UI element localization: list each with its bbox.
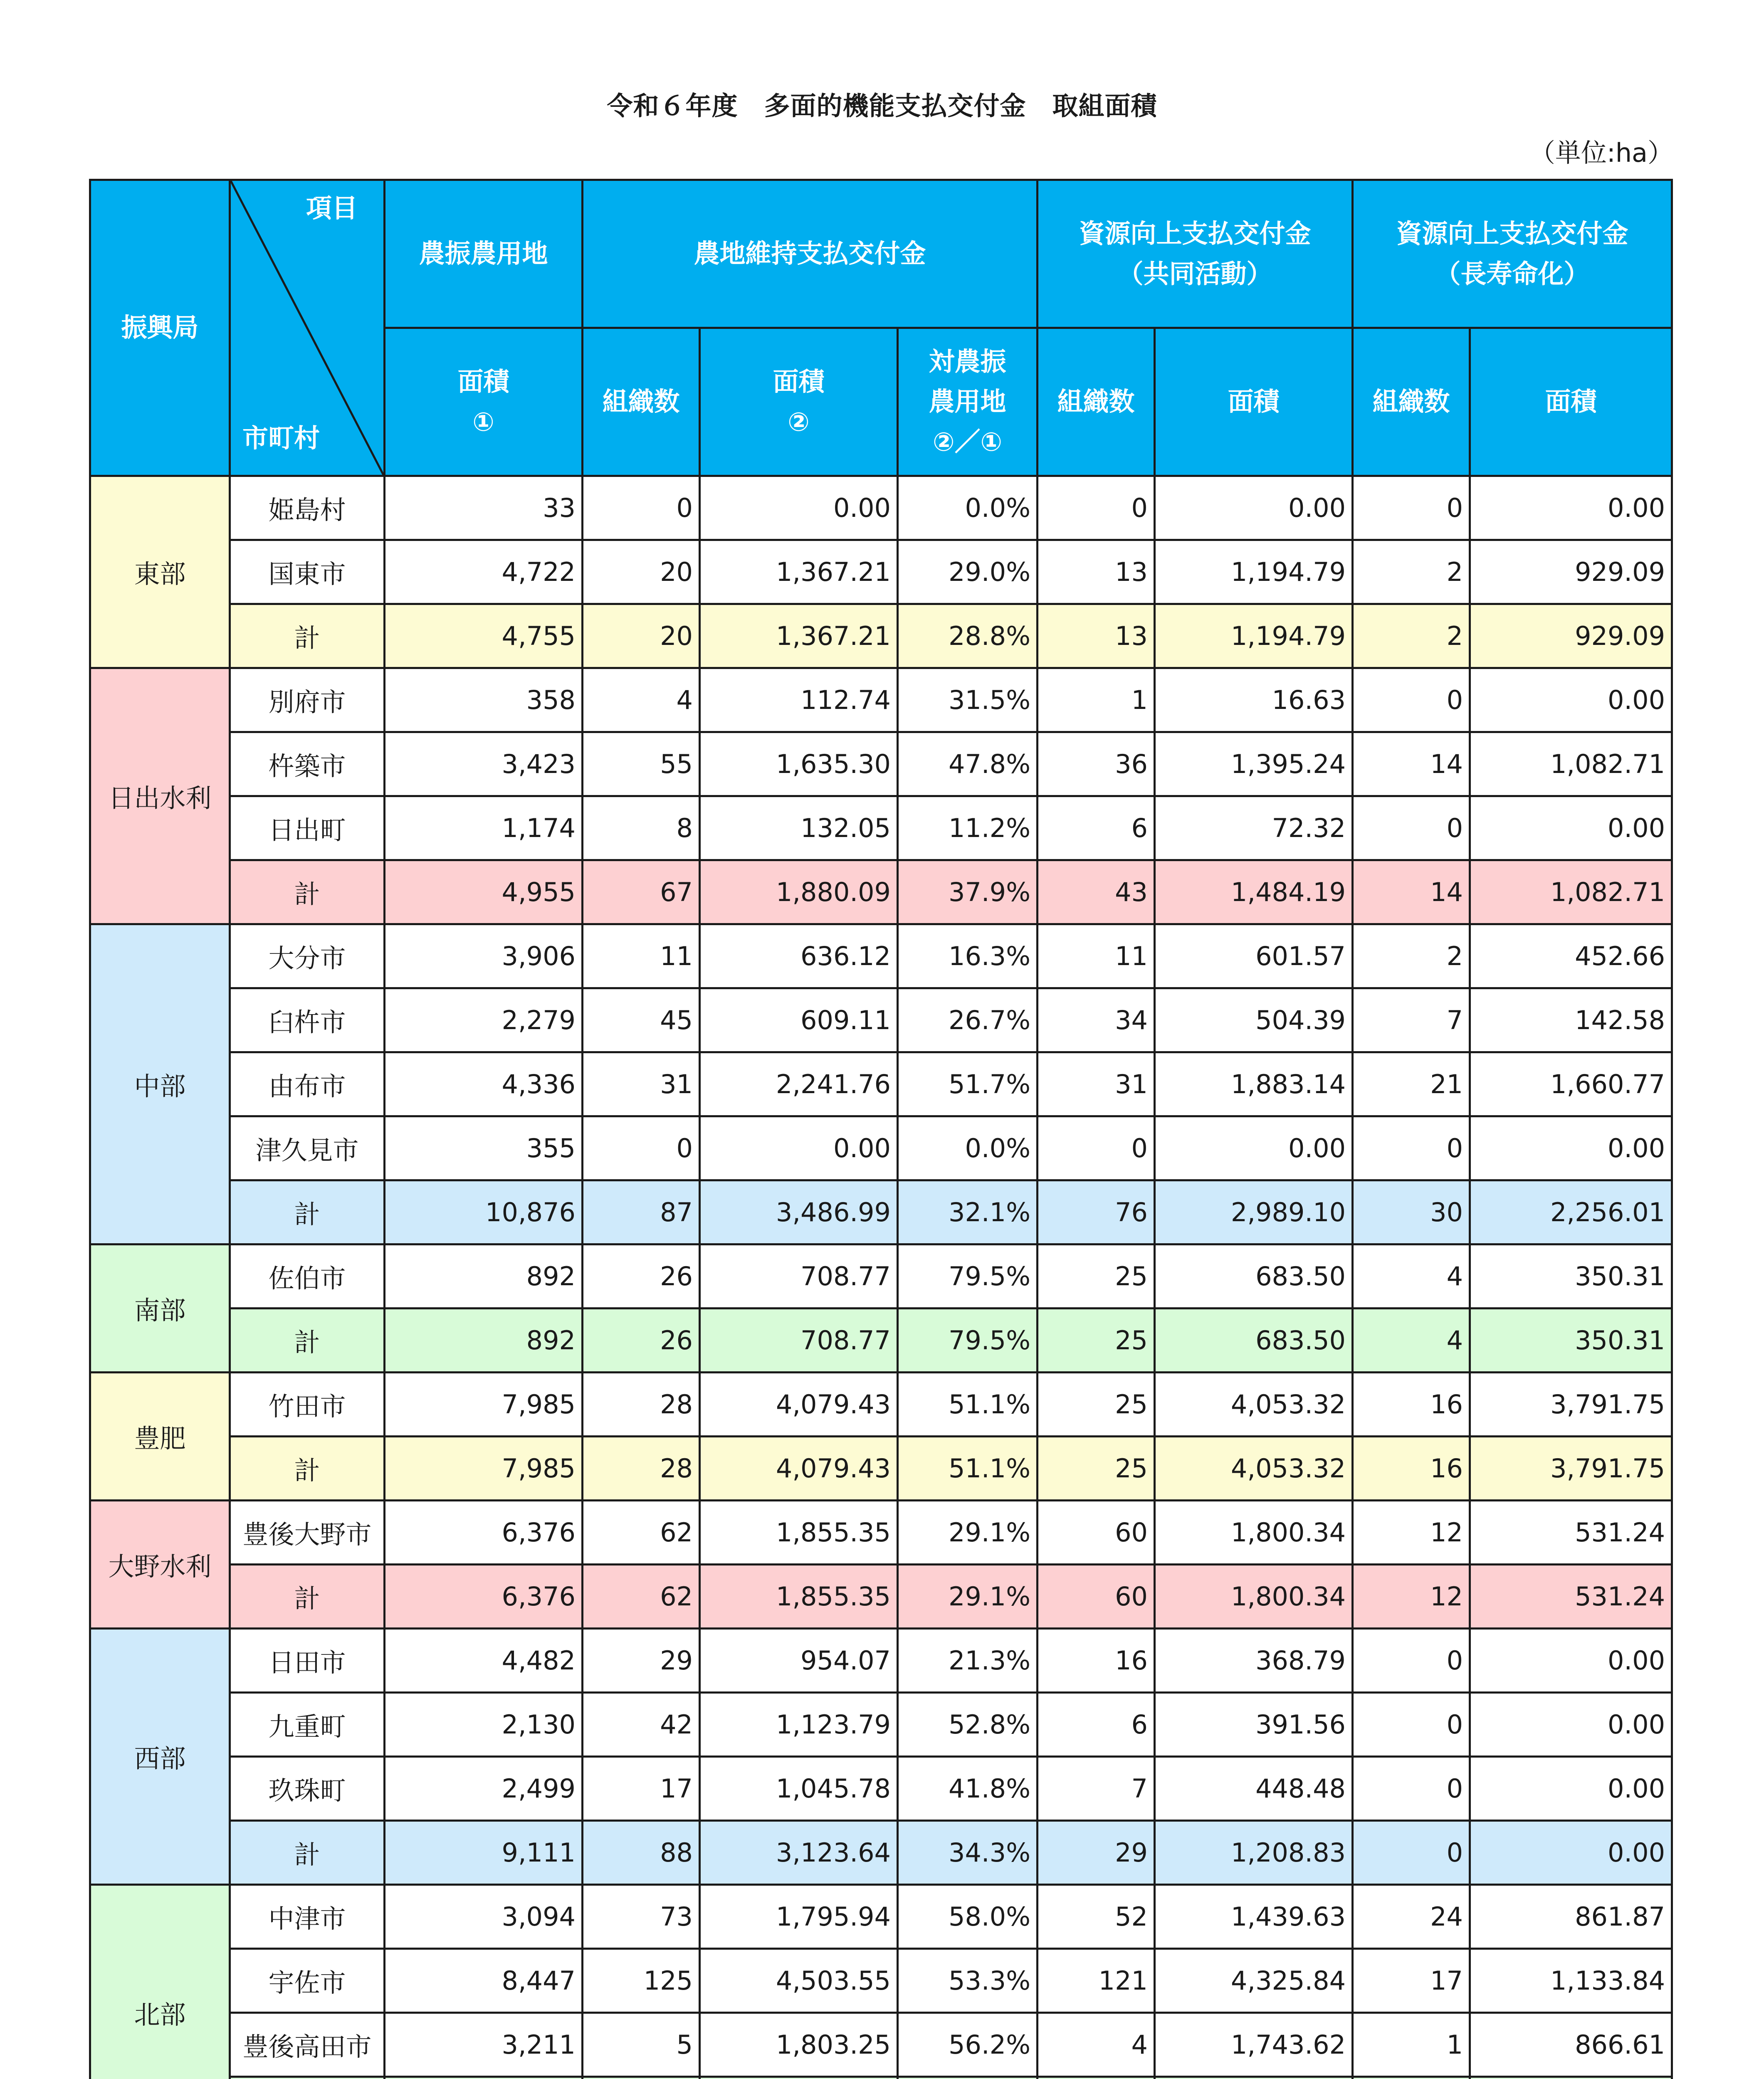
longevity-area-cell: 866.61 xyxy=(1470,2013,1672,2077)
municipality-cell: 津久見市 xyxy=(230,1116,385,1180)
header-area-2 xyxy=(700,328,898,476)
improve-area-cell: 368.79 xyxy=(1155,1629,1353,1693)
header-municipality: 市町村 xyxy=(242,422,320,453)
farmland-area-cell: 7,985 xyxy=(385,1373,583,1437)
improve-orgs-cell: 11 xyxy=(1038,924,1155,988)
longevity-area-cell: 0.00 xyxy=(1470,796,1672,860)
maintenance-area-cell: 112.74 xyxy=(700,668,898,732)
table-row xyxy=(90,1629,1672,1693)
farmland-area-cell: 892 xyxy=(385,1244,583,1309)
ratio-cell: 0.0% xyxy=(898,1116,1038,1180)
longevity-orgs-cell: 0 xyxy=(1353,1693,1470,1757)
header-improve xyxy=(1038,180,1353,328)
farmland-area-cell: 4,336 xyxy=(385,1052,583,1116)
longevity-orgs-cell: 16 xyxy=(1353,1373,1470,1437)
header-ratio-line1: 対農振 xyxy=(929,346,1006,377)
longevity-orgs-cell: 1 xyxy=(1353,2013,1470,2077)
longevity-orgs-cell: 7 xyxy=(1353,988,1470,1052)
ratio-cell: 28.8% xyxy=(898,604,1038,668)
longevity-orgs-cell: 30 xyxy=(1353,1180,1470,1244)
longevity-area-cell: 929.09 xyxy=(1470,540,1672,604)
longevity-orgs-cell: 24 xyxy=(1353,1885,1470,1949)
longevity-area-cell: 0.00 xyxy=(1470,1629,1672,1693)
header-improve-line2: （共同活動） xyxy=(1117,258,1272,289)
subtotal-label: 計 xyxy=(230,1565,385,1629)
ratio-cell: 51.1% xyxy=(898,1437,1038,1501)
ratio-cell: 29.0% xyxy=(898,540,1038,604)
table-row xyxy=(90,1052,1672,1116)
subtotal-row xyxy=(90,1821,1672,1885)
maintenance-orgs-cell: 62 xyxy=(583,1501,700,1565)
ratio-cell: 31.5% xyxy=(898,668,1038,732)
municipality-cell: 大分市 xyxy=(230,924,385,988)
improve-orgs-cell: 76 xyxy=(1038,1180,1155,1244)
subtotal-row xyxy=(90,1309,1672,1373)
farmland-area-cell: 10,876 xyxy=(385,1180,583,1244)
longevity-area-cell: 0.00 xyxy=(1470,668,1672,732)
improve-orgs-cell: 25 xyxy=(1038,1437,1155,1501)
page-title: 令和６年度 多面的機能支払交付金 取組面積 xyxy=(607,91,1157,121)
region-cell: 豊肥 xyxy=(90,1373,230,1501)
table-row xyxy=(90,1693,1672,1757)
region-cell: 南部 xyxy=(90,1244,230,1373)
maintenance-area-cell: 1,795.94 xyxy=(700,1885,898,1949)
maintenance-orgs-cell: 29 xyxy=(583,1629,700,1693)
municipality-cell: 姫島村 xyxy=(230,476,385,540)
table-row xyxy=(90,540,1672,604)
farmland-area-cell: 8,447 xyxy=(385,1949,583,2013)
improve-area-cell: 0.00 xyxy=(1155,1116,1353,1180)
improve-area-cell: 683.50 xyxy=(1155,1309,1353,1373)
longevity-orgs-cell: 0 xyxy=(1353,1116,1470,1180)
longevity-area-cell: 0.00 xyxy=(1470,1757,1672,1821)
longevity-area-cell: 452.66 xyxy=(1470,924,1672,988)
improve-area-cell: 1,800.34 xyxy=(1155,1501,1353,1565)
maintenance-orgs-cell: 45 xyxy=(583,988,700,1052)
region-cell: 大野水利 xyxy=(90,1501,230,1629)
improve-area-cell: 1,743.62 xyxy=(1155,2013,1353,2077)
longevity-area-cell xyxy=(1470,2077,1672,2079)
header-longevity-line1: 資源向上支払交付金 xyxy=(1396,218,1628,249)
farmland-area-cell: 4,482 xyxy=(385,1629,583,1693)
farmland-area-cell: 4,955 xyxy=(385,860,583,924)
header-circle-2: ② xyxy=(788,406,810,437)
table-row xyxy=(90,1116,1672,1180)
farmland-area-cell: 4,755 xyxy=(385,604,583,668)
ratio-cell: 47.8% xyxy=(898,732,1038,796)
longevity-orgs-cell: 0 xyxy=(1353,668,1470,732)
header-orgs-maintenance: 組織数 xyxy=(583,328,700,476)
header-improve-line1: 資源向上支払交付金 xyxy=(1079,218,1311,249)
maintenance-orgs-cell: 28 xyxy=(583,1437,700,1501)
longevity-orgs-cell: 0 xyxy=(1353,1629,1470,1693)
maintenance-area-cell: 3,486.99 xyxy=(700,1180,898,1244)
municipality-cell: 玖珠町 xyxy=(230,1757,385,1821)
maintenance-area-cell: 1,123.79 xyxy=(700,1693,898,1757)
improve-orgs-cell: 0 xyxy=(1038,476,1155,540)
longevity-area-cell: 929.09 xyxy=(1470,604,1672,668)
longevity-area-cell: 142.58 xyxy=(1470,988,1672,1052)
longevity-orgs-cell: 2 xyxy=(1353,924,1470,988)
maintenance-orgs-cell: 4 xyxy=(583,668,700,732)
header-maintenance: 農地維持支払交付金 xyxy=(583,180,1038,328)
maintenance-orgs-cell: 87 xyxy=(583,1180,700,1244)
municipality-cell: 竹田市 xyxy=(230,1373,385,1437)
longevity-area-cell: 0.00 xyxy=(1470,1116,1672,1180)
subtotal-row xyxy=(90,860,1672,924)
longevity-area-cell: 1,082.71 xyxy=(1470,732,1672,796)
header-longevity xyxy=(1353,180,1672,328)
table-row xyxy=(90,924,1672,988)
municipality-cell: 豊後高田市 xyxy=(230,2013,385,2077)
ratio-cell: 52.8% xyxy=(898,1693,1038,1757)
longevity-orgs-cell: 0 xyxy=(1353,796,1470,860)
improve-area-cell: 72.32 xyxy=(1155,796,1353,860)
farmland-area-cell: 358 xyxy=(385,668,583,732)
ratio-cell: 37.9% xyxy=(898,860,1038,924)
longevity-orgs-cell: 12 xyxy=(1353,1565,1470,1629)
improve-area-cell: 504.39 xyxy=(1155,988,1353,1052)
municipality-cell: 杵築市 xyxy=(230,732,385,796)
farmland-area-cell: 33 xyxy=(385,476,583,540)
longevity-orgs-cell: 0 xyxy=(1353,476,1470,540)
ratio-cell: 16.3% xyxy=(898,924,1038,988)
subtotal-label: 計 xyxy=(230,1180,385,1244)
longevity-area-cell: 350.31 xyxy=(1470,1244,1672,1309)
maintenance-orgs-cell: 88 xyxy=(583,1821,700,1885)
subtotal-row xyxy=(90,1180,1672,1244)
ratio-cell: 79.5% xyxy=(898,1244,1038,1309)
maintenance-orgs-cell: 26 xyxy=(583,1244,700,1309)
ratio-cell: 56.2% xyxy=(898,2013,1038,2077)
header-area-label: 面積 xyxy=(773,366,825,397)
region-cell: 西部 xyxy=(90,1629,230,1885)
maintenance-area-cell xyxy=(700,2077,898,2079)
header-area-label: 面積 xyxy=(457,366,509,397)
longevity-orgs-cell: 2 xyxy=(1353,540,1470,604)
maintenance-orgs-cell: 28 xyxy=(583,1373,700,1437)
improve-area-cell: 4,053.32 xyxy=(1155,1437,1353,1501)
subtotal-label: 計 xyxy=(230,1437,385,1501)
longevity-orgs-cell: 12 xyxy=(1353,1501,1470,1565)
farmland-area-cell: 1,174 xyxy=(385,796,583,860)
ratio-cell: 51.7% xyxy=(898,1052,1038,1116)
table-row xyxy=(90,1949,1672,2013)
improve-orgs-cell: 13 xyxy=(1038,540,1155,604)
ratio-cell: 41.8% xyxy=(898,1757,1038,1821)
improve-area-cell: 4,325.84 xyxy=(1155,1949,1353,2013)
improve-orgs-cell: 6 xyxy=(1038,1693,1155,1757)
improve-orgs-cell xyxy=(1038,2077,1155,2079)
improve-area-cell xyxy=(1155,2077,1353,2079)
ratio-cell: 29.1% xyxy=(898,1565,1038,1629)
header-circle-1: ① xyxy=(472,406,494,437)
ratio-cell: 21.3% xyxy=(898,1629,1038,1693)
longevity-area-cell: 1,660.77 xyxy=(1470,1052,1672,1116)
header-area-improve: 面積 xyxy=(1155,328,1353,476)
municipality-cell: 宇佐市 xyxy=(230,1949,385,2013)
subtotal-row xyxy=(90,2077,1672,2079)
longevity-area-cell: 1,082.71 xyxy=(1470,860,1672,924)
longevity-area-cell: 0.00 xyxy=(1470,1693,1672,1757)
header-area-1 xyxy=(385,328,583,476)
table-row xyxy=(90,732,1672,796)
municipality-cell: 中津市 xyxy=(230,1885,385,1949)
improve-area-cell: 391.56 xyxy=(1155,1693,1353,1757)
farmland-area-cell: 6,376 xyxy=(385,1501,583,1565)
maintenance-orgs-cell xyxy=(583,2077,700,2079)
maintenance-area-cell: 1,803.25 xyxy=(700,2013,898,2077)
improve-orgs-cell: 6 xyxy=(1038,796,1155,860)
table-row xyxy=(90,796,1672,860)
improve-orgs-cell: 0 xyxy=(1038,1116,1155,1180)
unit-label: （単位:ha） xyxy=(1529,138,1673,168)
improve-area-cell: 1,800.34 xyxy=(1155,1565,1353,1629)
improve-orgs-cell: 34 xyxy=(1038,988,1155,1052)
improve-orgs-cell: 36 xyxy=(1038,732,1155,796)
subtotal-row xyxy=(90,1437,1672,1501)
municipality-cell: 日田市 xyxy=(230,1629,385,1693)
improve-orgs-cell: 60 xyxy=(1038,1565,1155,1629)
municipality-cell: 由布市 xyxy=(230,1052,385,1116)
maintenance-orgs-cell: 26 xyxy=(583,1309,700,1373)
region-cell: 中部 xyxy=(90,924,230,1244)
subtotal-label xyxy=(230,2077,385,2079)
maintenance-area-cell: 4,503.55 xyxy=(700,1949,898,2013)
farmland-area-cell: 355 xyxy=(385,1116,583,1180)
improve-orgs-cell: 43 xyxy=(1038,860,1155,924)
ratio-cell: 29.1% xyxy=(898,1501,1038,1565)
farmland-area-cell: 3,906 xyxy=(385,924,583,988)
improve-area-cell: 1,439.63 xyxy=(1155,1885,1353,1949)
improve-orgs-cell: 121 xyxy=(1038,1949,1155,2013)
ratio-cell: 79.5% xyxy=(898,1309,1038,1373)
farmland-area-cell: 6,376 xyxy=(385,1565,583,1629)
area-table xyxy=(89,179,1673,2079)
table-body xyxy=(90,476,1672,2079)
improve-area-cell: 16.63 xyxy=(1155,668,1353,732)
longevity-orgs-cell: 17 xyxy=(1353,1949,1470,2013)
municipality-cell: 日出町 xyxy=(230,796,385,860)
maintenance-orgs-cell: 20 xyxy=(583,604,700,668)
maintenance-area-cell: 1,367.21 xyxy=(700,604,898,668)
maintenance-orgs-cell: 8 xyxy=(583,796,700,860)
improve-orgs-cell: 25 xyxy=(1038,1244,1155,1309)
maintenance-area-cell: 1,045.78 xyxy=(700,1757,898,1821)
improve-orgs-cell: 25 xyxy=(1038,1373,1155,1437)
improve-area-cell: 1,395.24 xyxy=(1155,732,1353,796)
ratio-cell xyxy=(898,2077,1038,2079)
maintenance-orgs-cell: 125 xyxy=(583,1949,700,2013)
maintenance-orgs-cell: 42 xyxy=(583,1693,700,1757)
maintenance-orgs-cell: 62 xyxy=(583,1565,700,1629)
improve-area-cell: 683.50 xyxy=(1155,1244,1353,1309)
maintenance-area-cell: 1,880.09 xyxy=(700,860,898,924)
longevity-area-cell: 350.31 xyxy=(1470,1309,1672,1373)
municipality-cell: 豊後大野市 xyxy=(230,1501,385,1565)
longevity-area-cell: 0.00 xyxy=(1470,476,1672,540)
farmland-area-cell: 3,423 xyxy=(385,732,583,796)
header-ratio xyxy=(898,328,1038,476)
table-row xyxy=(90,2013,1672,2077)
improve-area-cell: 1,484.19 xyxy=(1155,860,1353,924)
longevity-orgs-cell: 21 xyxy=(1353,1052,1470,1116)
improve-orgs-cell: 7 xyxy=(1038,1757,1155,1821)
table-row xyxy=(90,1885,1672,1949)
longevity-area-cell: 531.24 xyxy=(1470,1565,1672,1629)
longevity-area-cell: 861.87 xyxy=(1470,1885,1672,1949)
maintenance-area-cell: 4,079.43 xyxy=(700,1373,898,1437)
maintenance-area-cell: 4,079.43 xyxy=(700,1437,898,1501)
maintenance-area-cell: 708.77 xyxy=(700,1309,898,1373)
maintenance-area-cell: 609.11 xyxy=(700,988,898,1052)
header-area-longevity: 面積 xyxy=(1470,328,1672,476)
subtotal-label: 計 xyxy=(230,1309,385,1373)
maintenance-area-cell: 636.12 xyxy=(700,924,898,988)
maintenance-area-cell: 708.77 xyxy=(700,1244,898,1309)
maintenance-area-cell: 954.07 xyxy=(700,1629,898,1693)
municipality-cell: 九重町 xyxy=(230,1693,385,1757)
table-row xyxy=(90,1244,1672,1309)
improve-area-cell: 2,989.10 xyxy=(1155,1180,1353,1244)
maintenance-orgs-cell: 31 xyxy=(583,1052,700,1116)
header-region: 振興局 xyxy=(90,180,230,476)
municipality-cell: 別府市 xyxy=(230,668,385,732)
header-diagonal-cell xyxy=(230,180,385,476)
longevity-orgs-cell: 0 xyxy=(1353,1821,1470,1885)
maintenance-orgs-cell: 11 xyxy=(583,924,700,988)
table-row xyxy=(90,668,1672,732)
improve-orgs-cell: 4 xyxy=(1038,2013,1155,2077)
longevity-area-cell: 0.00 xyxy=(1470,1821,1672,1885)
improve-area-cell: 601.57 xyxy=(1155,924,1353,988)
improve-orgs-cell: 31 xyxy=(1038,1052,1155,1116)
farmland-area-cell: 2,130 xyxy=(385,1693,583,1757)
maintenance-orgs-cell: 55 xyxy=(583,732,700,796)
subtotal-label: 計 xyxy=(230,1821,385,1885)
municipality-cell: 国東市 xyxy=(230,540,385,604)
municipality-cell: 臼杵市 xyxy=(230,988,385,1052)
maintenance-orgs-cell: 67 xyxy=(583,860,700,924)
header-farmland: 農振農用地 xyxy=(385,180,583,328)
subtotal-row xyxy=(90,604,1672,668)
improve-area-cell: 0.00 xyxy=(1155,476,1353,540)
table-row xyxy=(90,1757,1672,1821)
header-ratio-line2: 農用地 xyxy=(929,386,1006,417)
longevity-orgs-cell: 4 xyxy=(1353,1309,1470,1373)
maintenance-area-cell: 132.05 xyxy=(700,796,898,860)
maintenance-area-cell: 0.00 xyxy=(700,1116,898,1180)
maintenance-orgs-cell: 17 xyxy=(583,1757,700,1821)
longevity-orgs-cell: 2 xyxy=(1353,604,1470,668)
farmland-area-cell: 3,094 xyxy=(385,1885,583,1949)
improve-orgs-cell: 29 xyxy=(1038,1821,1155,1885)
ratio-cell: 53.3% xyxy=(898,1949,1038,2013)
ratio-cell: 26.7% xyxy=(898,988,1038,1052)
longevity-orgs-cell xyxy=(1353,2077,1470,2079)
table-row xyxy=(90,1373,1672,1437)
longevity-area-cell: 3,791.75 xyxy=(1470,1373,1672,1437)
maintenance-orgs-cell: 73 xyxy=(583,1885,700,1949)
maintenance-orgs-cell: 0 xyxy=(583,1116,700,1180)
improve-orgs-cell: 13 xyxy=(1038,604,1155,668)
maintenance-area-cell: 2,241.76 xyxy=(700,1052,898,1116)
ratio-cell: 34.3% xyxy=(898,1821,1038,1885)
longevity-area-cell: 2,256.01 xyxy=(1470,1180,1672,1244)
maintenance-orgs-cell: 5 xyxy=(583,2013,700,2077)
improve-orgs-cell: 25 xyxy=(1038,1309,1155,1373)
region-cell: 東部 xyxy=(90,476,230,668)
farmland-area-cell: 9,111 xyxy=(385,1821,583,1885)
table-row xyxy=(90,476,1672,540)
longevity-orgs-cell: 4 xyxy=(1353,1244,1470,1309)
farmland-area-cell: 2,499 xyxy=(385,1757,583,1821)
improve-orgs-cell: 16 xyxy=(1038,1629,1155,1693)
maintenance-area-cell: 3,123.64 xyxy=(700,1821,898,1885)
maintenance-orgs-cell: 0 xyxy=(583,476,700,540)
subtotal-row xyxy=(90,1565,1672,1629)
longevity-orgs-cell: 14 xyxy=(1353,732,1470,796)
longevity-area-cell: 3,791.75 xyxy=(1470,1437,1672,1501)
municipality-cell: 佐伯市 xyxy=(230,1244,385,1309)
maintenance-area-cell: 1,855.35 xyxy=(700,1501,898,1565)
farmland-area-cell: 892 xyxy=(385,1309,583,1373)
farmland-area-cell: 4,722 xyxy=(385,540,583,604)
maintenance-area-cell: 1,855.35 xyxy=(700,1565,898,1629)
table-row xyxy=(90,988,1672,1052)
improve-area-cell: 1,194.79 xyxy=(1155,604,1353,668)
header-longevity-line2: （長寿命化） xyxy=(1435,258,1590,289)
table-row xyxy=(90,1501,1672,1565)
longevity-orgs-cell: 16 xyxy=(1353,1437,1470,1501)
improve-area-cell: 1,194.79 xyxy=(1155,540,1353,604)
maintenance-area-cell: 0.00 xyxy=(700,476,898,540)
improve-area-cell: 1,883.14 xyxy=(1155,1052,1353,1116)
farmland-area-cell xyxy=(385,2077,583,2079)
longevity-orgs-cell: 14 xyxy=(1353,860,1470,924)
ratio-cell: 51.1% xyxy=(898,1373,1038,1437)
subtotal-label: 計 xyxy=(230,604,385,668)
region-cell: 日出水利 xyxy=(90,668,230,924)
longevity-orgs-cell: 0 xyxy=(1353,1757,1470,1821)
header-orgs-longevity: 組織数 xyxy=(1353,328,1470,476)
header-orgs-improve: 組織数 xyxy=(1038,328,1155,476)
ratio-cell: 0.0% xyxy=(898,476,1038,540)
longevity-area-cell: 1,133.84 xyxy=(1470,1949,1672,2013)
maintenance-area-cell: 1,367.21 xyxy=(700,540,898,604)
subtotal-label: 計 xyxy=(230,860,385,924)
header-item: 項目 xyxy=(306,193,358,223)
improve-area-cell: 4,053.32 xyxy=(1155,1373,1353,1437)
farmland-area-cell: 7,985 xyxy=(385,1437,583,1501)
improve-orgs-cell: 1 xyxy=(1038,668,1155,732)
ratio-cell: 58.0% xyxy=(898,1885,1038,1949)
region-cell: 北部 xyxy=(90,1885,230,2079)
farmland-area-cell: 3,211 xyxy=(385,2013,583,2077)
header-ratio-line3: ②／① xyxy=(933,426,1002,457)
ratio-cell: 32.1% xyxy=(898,1180,1038,1244)
maintenance-orgs-cell: 20 xyxy=(583,540,700,604)
improve-orgs-cell: 60 xyxy=(1038,1501,1155,1565)
improve-orgs-cell: 52 xyxy=(1038,1885,1155,1949)
farmland-area-cell: 2,279 xyxy=(385,988,583,1052)
improve-area-cell: 1,208.83 xyxy=(1155,1821,1353,1885)
improve-area-cell: 448.48 xyxy=(1155,1757,1353,1821)
ratio-cell: 11.2% xyxy=(898,796,1038,860)
maintenance-area-cell: 1,635.30 xyxy=(700,732,898,796)
longevity-area-cell: 531.24 xyxy=(1470,1501,1672,1565)
